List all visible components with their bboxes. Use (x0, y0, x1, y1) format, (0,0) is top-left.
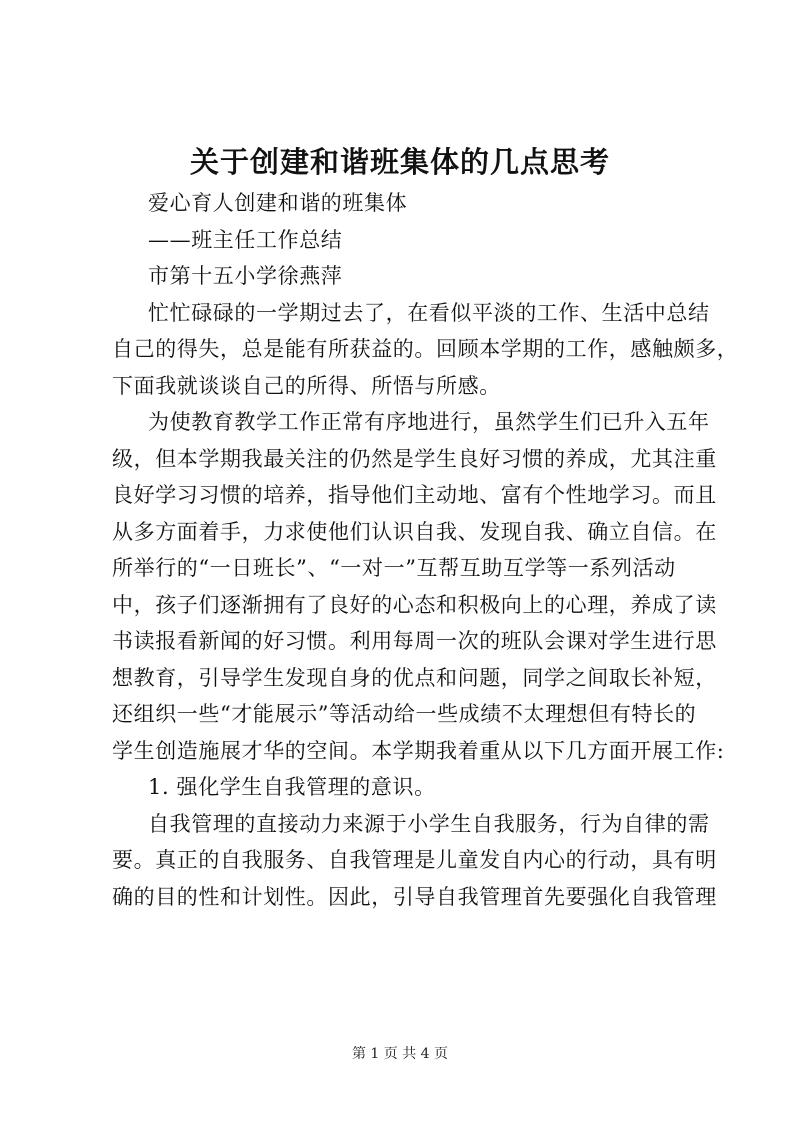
text-line: 市第十五小学徐燕萍 (148, 264, 343, 288)
text-line: 级，但本学期我最关注的仍然是学生良好习惯的养成，尤其注重 (112, 446, 717, 471)
text-line: 爱心育人创建和谐的班集体 (148, 191, 408, 215)
text-line: 所举行的“一日班长”、“一对一”互帮互助互学等一系列活动 (112, 556, 676, 580)
document-body (112, 185, 739, 915)
text-line: 学生创造施展才华的空间。本学期我着重从以下几方面开展工作: (112, 738, 725, 763)
text-line: 为使教育教学工作正常有序地进行，虽然学生们已升入五年 (148, 410, 710, 434)
text-line: ——班主任工作总结 (148, 227, 343, 252)
text-line: 1. 强化学生自我管理的意识。 (148, 775, 436, 799)
text-line: 下面我就谈谈自己的所得、所悟与所感。 (112, 373, 501, 398)
text-line: 自己的得失，总是能有所获益的。回顾本学期的工作，感触颇多， (112, 337, 739, 361)
text-line: 中，孩子们逐渐拥有了良好的心态和积极向上的心理，养成了读 (112, 592, 717, 617)
text-line: 书读报看新闻的好习惯。利用每周一次的班队会课对学生进行思 (112, 629, 717, 653)
text-line: 要。真正的自我服务、自我管理是儿童发自内心的行动，具有明 (112, 848, 717, 872)
text-line: 自我管理的直接动力来源于小学生自我服务，行为自律的需 (148, 811, 710, 836)
page-footer: 第 1 页 共 4 页 (351, 1046, 449, 1062)
text-line: 忙忙碌碌的一学期过去了，在看似平淡的工作、生活中总结 (148, 300, 710, 325)
text-line: 还组织一些“才能展示”等活动给一些成绩不太理想但有特长的 (112, 702, 697, 726)
document-title: 关于创建和谐班集体的几点思考 (189, 145, 610, 179)
text-line: 想教育，引导学生发现自身的优点和问题，同学之间取长补短， (112, 665, 717, 690)
text-line: 良好学习习惯的培养，指导他们主动地、富有个性地学习。而且 (112, 483, 717, 507)
text-line: 从多方面着手，力求使他们认识自我、发现自我、确立自信。在 (112, 519, 717, 544)
text-line: 确的目的性和计划性。因此，引导自我管理首先要强化自我管理 (112, 884, 717, 909)
